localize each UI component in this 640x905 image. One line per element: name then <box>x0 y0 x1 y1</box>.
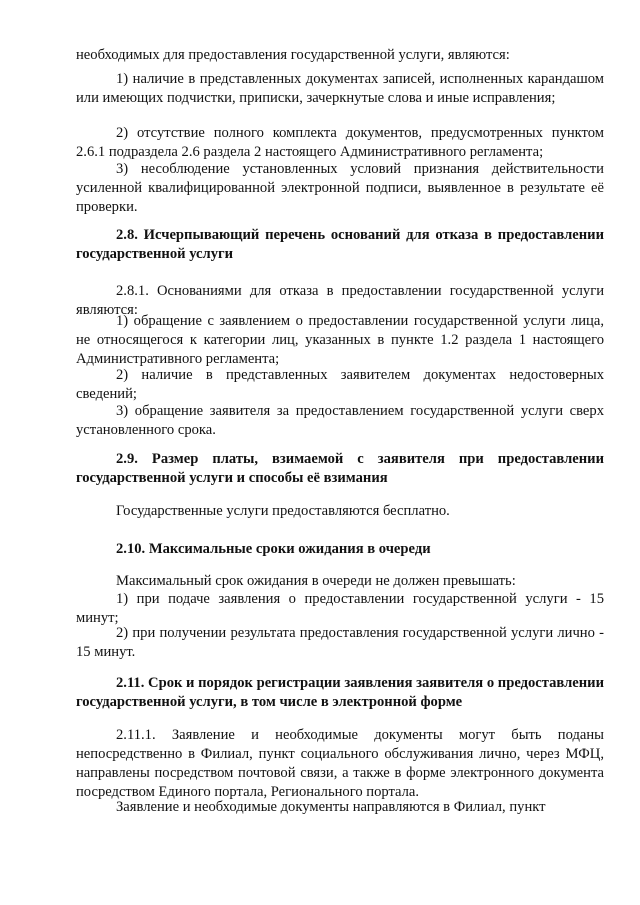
paragraph: 2.8.1. Основаниями для отказа в предоставлении государственной услуги являются: <box>76 283 604 318</box>
section-heading-2-9: 2.9. Размер платы, взимаемой с заявителя при предоставлении государственной услуги и способы её взимания <box>76 451 604 486</box>
paragraph: Максимальный срок ожидания в очереди не должен превышать: <box>116 573 516 589</box>
list-item: 1) при подаче заявления о предоставлении государственной услуги - 15 минут; <box>76 591 604 626</box>
paragraph: Заявление и необходимые документы направляются в Филиал, пункт <box>116 799 546 815</box>
list-item: 3) несоблюдение установленных условий признания действительности усиленной квалифицированной электронной подписи, выявленное в результате её проверки. <box>76 161 604 215</box>
list-item: 1) обращение с заявлением о предоставлении государственной услуги лица, не относящегося к категории лиц, указанных в пункте 1.2 раздела 1 настоящего Административного регламента; <box>76 313 604 367</box>
list-item: 2) при получении результата предоставления государственной услуги лично - 15 минут. <box>76 625 604 660</box>
list-item: 2) отсутствие полного комплекта документов, предусмотренных пунктом 2.6.1 подраздела 2.6 раздела 2 настоящего Административного регламента; <box>76 125 604 160</box>
section-heading-2-8: 2.8. Исчерпывающий перечень оснований для отказа в предоставлении государственной услуги <box>76 227 604 262</box>
section-heading-2-11: 2.11. Срок и порядок регистрации заявления заявителя о предоставлении государственной услуги, в том числе в электронной форме <box>76 675 604 710</box>
section-heading-2-10: 2.10. Максимальные сроки ожидания в очереди <box>116 541 431 557</box>
paragraph: необходимых для предоставления государственной услуги, являются: <box>76 47 510 63</box>
paragraph: 2.11.1. Заявление и необходимые документы могут быть поданы непосредственно в Филиал, пункт социального обслуживания лично, через МФЦ, направлены посредством почтовой связи, а также в форме электронного документа посредством Единого портала, Регионального портала. <box>76 727 604 800</box>
list-item: 2) наличие в представленных заявителем документах недостоверных сведений; <box>76 367 604 402</box>
list-item: 1) наличие в представленных документах записей, исполненных карандашом или имеющих подчистки, приписки, зачеркнутые слова и иные исправления; <box>76 71 604 106</box>
paragraph: Государственные услуги предоставляются бесплатно. <box>116 503 450 519</box>
list-item: 3) обращение заявителя за предоставлением государственной услуги сверх установленного срока. <box>76 403 604 438</box>
